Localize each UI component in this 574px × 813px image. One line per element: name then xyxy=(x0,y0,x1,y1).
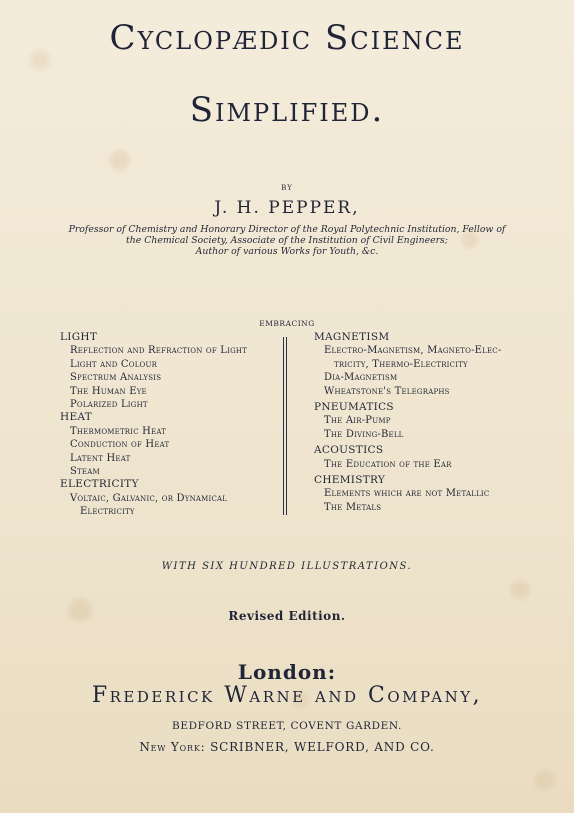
subtopic: Spectrum Analysis xyxy=(70,372,162,384)
column-divider-rule xyxy=(283,337,284,515)
author-name: J. H. PEPPER, xyxy=(214,198,360,218)
subtopic: The Diving-Bell xyxy=(324,428,404,440)
by-label: BY xyxy=(281,184,293,192)
illustrations-note: WITH SIX HUNDRED ILLUSTRATIONS. xyxy=(161,561,413,572)
topic-chemistry: CHEMISTRY xyxy=(314,474,386,487)
imprint-publisher: Frederick Warne and Company, xyxy=(91,683,483,708)
subtopic: The Education of the Ear xyxy=(324,458,452,470)
imprint-city: London: xyxy=(237,660,337,684)
subtopic: The Human Eye xyxy=(70,385,147,397)
subtopic: Thermometric Heat xyxy=(70,425,167,437)
subtopic: The Metals xyxy=(324,501,382,513)
author-credentials-line-3: Author of various Works for Youth, &c. xyxy=(195,246,379,257)
subtopic: Steam xyxy=(70,466,100,478)
subtopic: The Air-Pump xyxy=(324,415,391,427)
subtopic: Elements which are not Metallic xyxy=(324,488,490,500)
contents-left-column xyxy=(60,331,282,519)
subtopic: Reflection and Refraction of Light xyxy=(70,345,248,357)
subtopic: Wheatstone's Telegraphs xyxy=(324,385,450,397)
topic-electricity: ELECTRICITY xyxy=(60,478,139,491)
subtopic: Conduction of Heat xyxy=(70,439,170,451)
subtopic: Polarized Light xyxy=(70,399,148,411)
subtopic: Dia-Magnetism xyxy=(324,372,398,384)
topic-heat: HEAT xyxy=(60,411,93,424)
subtopic: Light and Colour xyxy=(70,358,158,370)
topic-magnetism: MAGNETISM xyxy=(314,331,390,343)
topic-pneumatics: PNEUMATICS xyxy=(314,401,394,414)
author-credentials-line-1: Professor of Chemistry and Honorary Director of the Royal Polytechnic Institution, Fellow of xyxy=(68,224,506,235)
title-line-1: Cyclopædic Science xyxy=(109,18,465,58)
title-line-2: Simplified. xyxy=(189,90,385,130)
author-credentials-line-2: the Chemical Society, Associate of the Institution of Civil Engineers; xyxy=(126,235,448,246)
column-divider-rule xyxy=(286,337,287,515)
edition-label: Revised Edition. xyxy=(228,609,346,623)
topic-light: LIGHT xyxy=(60,331,98,343)
subtopic-continuation: tricity, Thermo-Electricity xyxy=(334,358,468,370)
contents-right-column xyxy=(314,331,554,514)
newyork-distributor: SCRIBNER, WELFORD, AND CO. xyxy=(210,740,435,754)
subtopic-continuation: Electricity xyxy=(80,506,135,518)
newyork-prefix: New York: xyxy=(139,740,206,754)
subtopic: Voltaic, Galvanic, or Dynamical xyxy=(70,492,228,504)
imprint-newyork xyxy=(0,740,574,754)
topic-acoustics: ACOUSTICS xyxy=(314,444,384,457)
imprint-address: BEDFORD STREET, COVENT GARDEN. xyxy=(172,720,402,732)
subtopic: Electro-Magnetism, Magneto-Elec- xyxy=(324,345,502,357)
subtopic: Latent Heat xyxy=(70,452,131,464)
embracing-label: EMBRACING xyxy=(259,319,315,328)
